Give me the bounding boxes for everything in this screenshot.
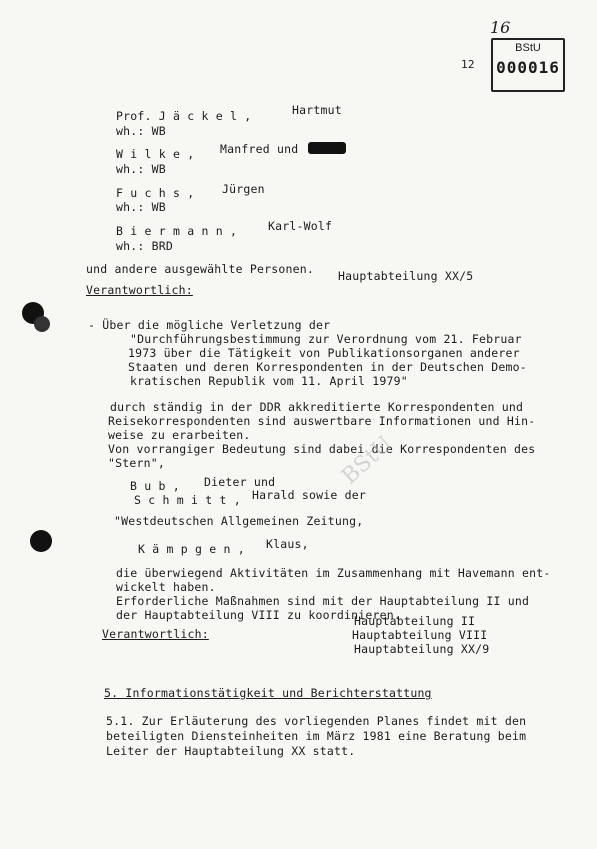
- paragraph-line: Leiter der Hauptabteilung XX statt.: [106, 744, 356, 758]
- correspondent-surname: S c h m i t t ,: [134, 493, 241, 507]
- correspondent-firstname: Dieter und: [204, 475, 276, 489]
- responsible-dept: Hauptabteilung XX/9: [354, 642, 490, 656]
- quote-line: Staaten und deren Korrespondenten in der Deutschen Demo-: [128, 360, 527, 374]
- person-name: B i e r m a n n ,: [116, 224, 238, 238]
- paragraph-line: Reisekorrespondenten sind auswertbare Informationen und Hin-: [108, 414, 536, 428]
- quote-line: kratischen Republik vom 11. April 1979": [130, 374, 408, 388]
- correspondent-surname: K ä m p g e n ,: [138, 542, 245, 556]
- paragraph-line: beteiligten Diensteinheiten im März 1981 eine Beratung beim: [106, 729, 527, 743]
- quote-line: "Durchführungsbestimmung zur Verordnung vom 21. Februar: [130, 332, 522, 346]
- paragraph-line: Von vorrangiger Bedeutung sind dabei die Korrespondenten des: [108, 442, 536, 456]
- stamp-number: 000016: [496, 58, 560, 77]
- person-residence: wh.: WB: [116, 124, 166, 138]
- correspondent-firstname: Harald sowie der: [252, 488, 366, 502]
- paragraph-line: Erforderliche Maßnahmen sind mit der Hauptabteilung II und: [116, 594, 530, 608]
- punch-hole: [34, 316, 50, 332]
- responsible-dept: Hauptabteilung XX/5: [338, 269, 474, 283]
- person-residence: wh.: BRD: [116, 239, 173, 253]
- person-residence: wh.: WB: [116, 200, 166, 214]
- person-first-name: Jürgen: [222, 182, 265, 196]
- paragraph-line: die überwiegend Aktivitäten im Zusammenhang mit Havemann ent-: [116, 566, 551, 580]
- newspaper-name: "Westdeutschen Allgemeinen Zeitung,: [114, 514, 364, 528]
- correspondent-surname: B u b ,: [130, 479, 180, 493]
- redaction-bar: [308, 142, 346, 154]
- page-number: 12: [461, 58, 475, 71]
- person-name: Prof. J ä c k e l ,: [116, 109, 252, 123]
- person-first-name: Karl-Wolf: [268, 219, 333, 233]
- punch-hole: [30, 530, 52, 552]
- section-heading: 5. Informationstätigkeit und Berichterstattung: [104, 686, 432, 700]
- paragraph-line: wickelt haben.: [116, 580, 216, 594]
- others-line: und andere ausgewählte Personen.: [86, 262, 314, 276]
- quote-line: 1973 über die Tätigkeit von Publikationsorganen anderer: [128, 346, 520, 360]
- section-intro: - Über die mögliche Verletzung der: [88, 318, 331, 332]
- faint-watermark: BStU: [337, 431, 398, 490]
- responsible-label: Verantwortlich:: [102, 627, 209, 641]
- responsible-dept: Hauptabteilung VIII: [352, 628, 488, 642]
- person-first-name: Hartmut: [292, 103, 342, 117]
- paragraph-line: weise zu erarbeiten.: [108, 428, 251, 442]
- correspondent-firstname: Klaus,: [266, 537, 309, 551]
- responsible-dept: Hauptabteilung II: [354, 614, 476, 628]
- responsible-label: Verantwortlich:: [86, 283, 193, 297]
- paragraph-line: der Hauptabteilung VIII zu koordinieren.: [116, 608, 401, 622]
- paragraph-line: durch ständig in der DDR akkreditierte Korrespondenten und: [110, 400, 524, 414]
- person-residence: wh.: WB: [116, 162, 166, 176]
- person-first-name: Manfred und: [220, 142, 299, 156]
- paragraph-line: 5.1. Zur Erläuterung des vorliegenden Planes findet mit den: [106, 714, 527, 728]
- stamp-label: BStU: [515, 42, 541, 54]
- archive-stamp: [491, 38, 565, 92]
- person-name: F u c h s ,: [116, 186, 195, 200]
- paragraph-line: "Stern",: [108, 456, 165, 470]
- handwritten-page-mark: 16: [490, 18, 511, 37]
- person-name: W i l k e ,: [116, 147, 195, 161]
